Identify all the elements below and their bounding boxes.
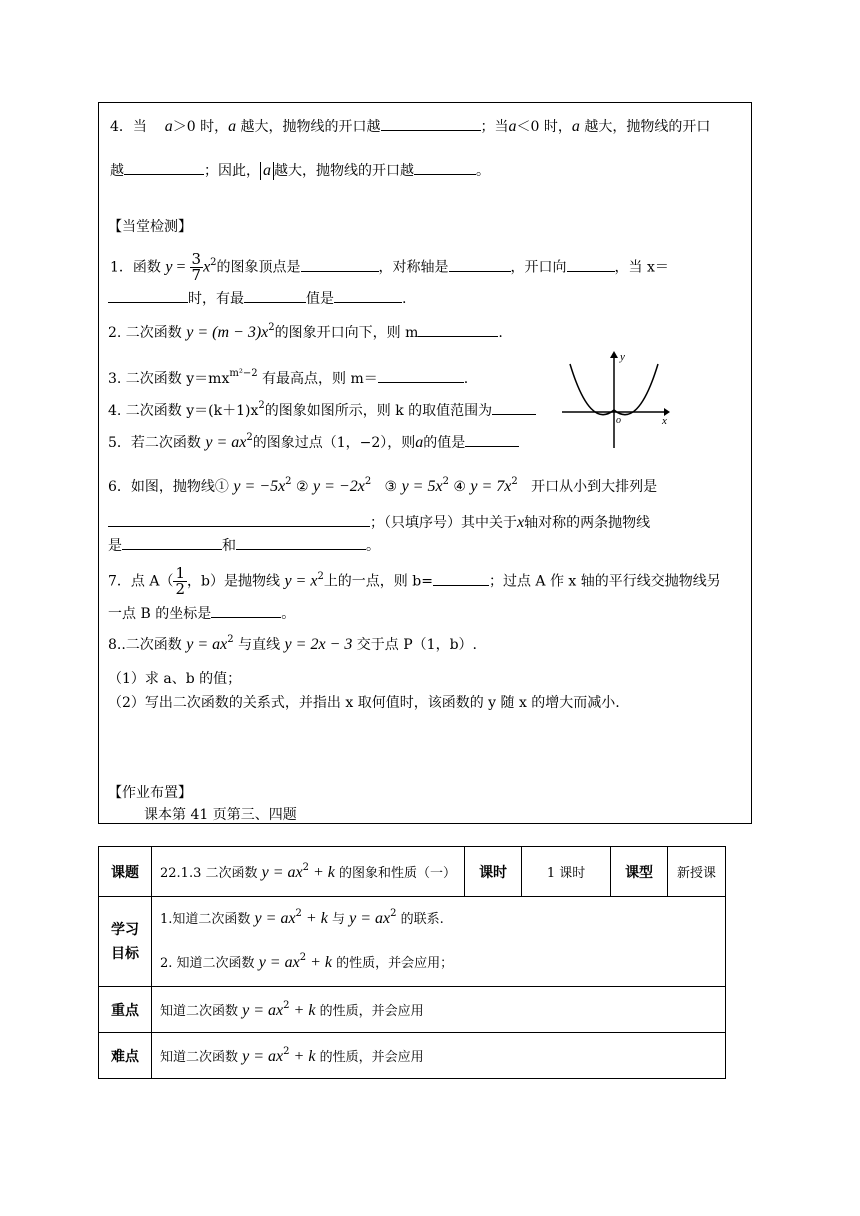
answer-blank[interactable] [492, 400, 536, 415]
difficulty-cell: 知道二次函数 $y = ax^2 + k$ 的性质，并会应用 [152, 1033, 726, 1079]
property-q4-line1: 4．当 a＞0 时，a 越大，抛物线的开口越 ；当a＜0 时，a 越大，抛物线的开口 [110, 118, 711, 135]
origin-label: o [616, 415, 621, 426]
answer-blank[interactable] [449, 257, 511, 272]
check-heading: 【当堂检测】 [108, 219, 192, 235]
parabola-graph [560, 350, 672, 450]
key-header: 重点 [99, 987, 152, 1033]
type-header: 课型 [611, 847, 668, 897]
question-6-line2: ；（只填序号）其中关于x轴对称的两条抛物线 [108, 512, 650, 533]
homework-text: 课本第 41 页第三、四题 [144, 807, 297, 823]
goal-2: 2. 知道二次函数 $y = ax^2 + k$ 的性质，并会应用； [160, 951, 454, 971]
difficulty-header: 难点 [99, 1033, 152, 1079]
answer-blank[interactable] [108, 512, 370, 527]
lesson-info-table [98, 846, 726, 1079]
hours-value: 1 课时 [522, 847, 611, 897]
question-6-line3: 是 和 。 [108, 535, 380, 556]
answer-blank[interactable] [236, 535, 366, 550]
answer-blank[interactable] [567, 257, 615, 272]
table-row [99, 1033, 726, 1079]
answer-blank[interactable] [211, 603, 281, 618]
question-7-line2: 一点 B 的坐标是 。 [108, 603, 295, 624]
answer-blank[interactable] [418, 322, 498, 337]
homework-heading: 【作业布置】 [108, 785, 192, 801]
goal-1: 1.知道二次函数 $y = ax^2 + k$ 与 $y = ax^2$ 的联系. [160, 907, 444, 927]
property-q4-line2: 越 ；因此， a 越大，抛物线的开口越 。 [110, 162, 490, 179]
answer-blank[interactable] [124, 160, 204, 175]
key-cell: 知道二次函数 $y = ax^2 + k$ 的性质，并会应用 [152, 987, 726, 1033]
type-value: 新授课 [668, 847, 726, 897]
hours-header: 课时 [465, 847, 522, 897]
answer-blank[interactable] [244, 288, 306, 303]
question-1-line1: 1．函数 y = $\frac{3}{7}$ $x^2$的图象顶点是 ，对称轴是 ，开口向 ，当 x＝ [110, 250, 669, 284]
topic-cell: 22.1.3 二次函数 $y = ax^2 + k$ 的图象和性质（一） [152, 847, 465, 897]
question-1-line2: 时，有最 值是 . [108, 288, 406, 309]
question-8-part2: （2）写出二次函数的关系式，并指出 x 取何值时，该函数的 y 随 x 的增大而减小. [108, 695, 620, 711]
answer-blank[interactable] [122, 535, 222, 550]
answer-blank[interactable] [465, 432, 519, 447]
answer-blank[interactable] [108, 288, 188, 303]
question-6-line1: 6．如图，抛物线① $y = -5x^2$ ② $y = -2x^2$ ③ $y = 5x^2$ ④ $y = 7x^2$ 开口从小到大排列是 [108, 476, 658, 495]
question-4: 4. 二次函数 $y=(k+1)x^2$的图象如图所示，则 k 的取值范围为 [108, 400, 536, 423]
y-axis-arrow [610, 351, 618, 358]
goal-cell [152, 897, 726, 987]
question-8: 8..二次函数 $y = ax^2$ 与直线 y = 2x − 3 交于点 P（1，b）. [108, 634, 477, 653]
answer-blank[interactable] [334, 288, 402, 303]
y-label: y [620, 351, 625, 363]
question-3: 3. 二次函数 $y=mx^{m^2-2}$ 有最高点，则 m＝ . [108, 368, 469, 387]
answer-blank[interactable] [433, 571, 489, 586]
table-row [99, 847, 726, 897]
table-row [99, 987, 726, 1033]
question-8-part1: （1）求 a、b 的值； [108, 671, 242, 687]
table-row [99, 897, 726, 987]
answer-blank[interactable] [378, 368, 464, 383]
question-2: 2. 二次函数 $y = (m - 3)x^2$的图象开口向下，则 m . [108, 322, 503, 341]
x-label: x [662, 415, 667, 427]
answer-blank[interactable] [414, 160, 476, 175]
goal-header: 学习目标 [99, 897, 152, 987]
question-7-line1: 7．点 A（ $\frac{1}{2}$ ，b）是抛物线 $y = x^2$上的一点，则 b= ；过点 A 作 x 轴的平行线交抛物线另 [108, 564, 721, 598]
topic-header: 课题 [99, 847, 152, 897]
question-5: 5．若二次函数 $y = ax^2$的图象过点（1，−2），则a的值是 [108, 432, 519, 455]
answer-blank[interactable] [301, 257, 379, 272]
lesson-box [98, 102, 752, 824]
answer-blank[interactable] [381, 116, 481, 131]
